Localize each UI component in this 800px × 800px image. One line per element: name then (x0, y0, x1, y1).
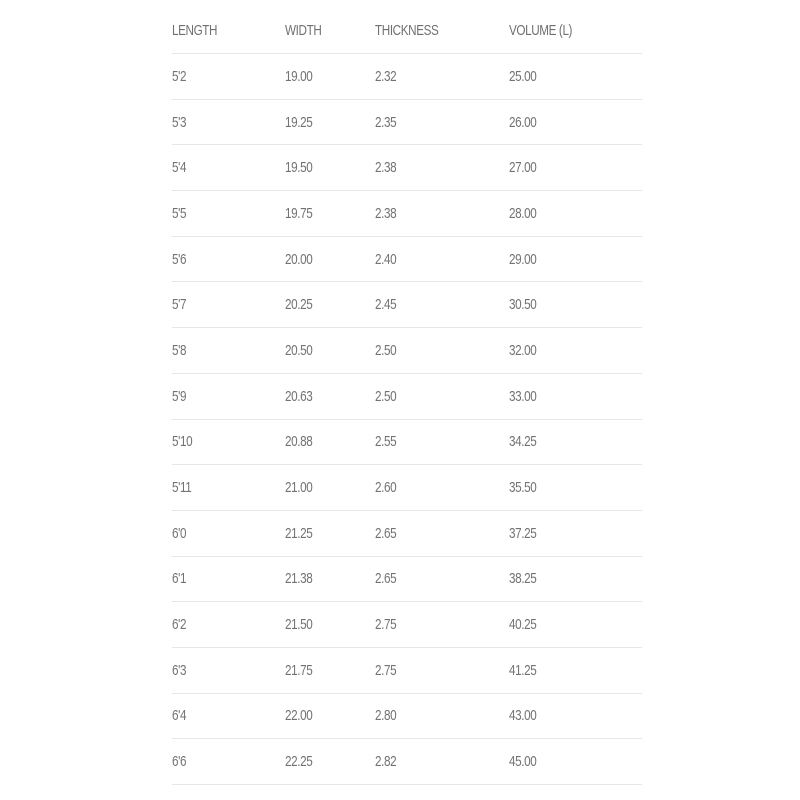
length-cell: 6'0 (172, 510, 285, 556)
thickness-cell: 2.38 (375, 191, 509, 237)
length-cell: 5'8 (172, 328, 285, 374)
table-row (172, 419, 642, 465)
length-cell: 6'4 (172, 693, 285, 739)
table-row (172, 282, 642, 328)
thickness-cell: 2.82 (375, 739, 509, 785)
thickness-cell: 2.60 (375, 465, 509, 511)
volume-cell: 26.00 (509, 99, 642, 145)
length-cell: 5'7 (172, 282, 285, 328)
thickness-cell: 2.65 (375, 510, 509, 556)
width-cell: 21.25 (285, 510, 375, 556)
thickness-cell: 2.65 (375, 556, 509, 602)
length-cell: 6'1 (172, 556, 285, 602)
table-row (172, 465, 642, 511)
thickness-cell: 2.75 (375, 647, 509, 693)
table-header (172, 8, 642, 54)
board-size-table (172, 8, 642, 785)
width-cell: 20.25 (285, 282, 375, 328)
width-cell: 19.00 (285, 54, 375, 100)
volume-cell: 27.00 (509, 145, 642, 191)
header-length: LENGTH (172, 8, 285, 54)
length-cell: 5'5 (172, 191, 285, 237)
volume-cell: 43.00 (509, 693, 642, 739)
thickness-cell: 2.75 (375, 602, 509, 648)
width-cell: 19.50 (285, 145, 375, 191)
table-row (172, 373, 642, 419)
width-cell: 20.00 (285, 236, 375, 282)
width-cell: 21.38 (285, 556, 375, 602)
header-row (172, 8, 642, 54)
table-row (172, 191, 642, 237)
width-cell: 19.25 (285, 99, 375, 145)
table-row (172, 510, 642, 556)
width-cell: 20.50 (285, 328, 375, 374)
length-cell: 5'9 (172, 373, 285, 419)
length-cell: 5'10 (172, 419, 285, 465)
table-row (172, 556, 642, 602)
length-cell: 6'3 (172, 647, 285, 693)
volume-cell: 29.00 (509, 236, 642, 282)
table-body (172, 54, 642, 785)
width-cell: 19.75 (285, 191, 375, 237)
width-cell: 20.63 (285, 373, 375, 419)
volume-cell: 25.00 (509, 54, 642, 100)
width-cell: 22.25 (285, 739, 375, 785)
length-cell: 5'2 (172, 54, 285, 100)
header-volume: VOLUME (L) (509, 8, 642, 54)
table-row (172, 236, 642, 282)
thickness-cell: 2.80 (375, 693, 509, 739)
length-cell: 6'2 (172, 602, 285, 648)
table-row (172, 328, 642, 374)
thickness-cell: 2.38 (375, 145, 509, 191)
length-cell: 5'11 (172, 465, 285, 511)
table-row (172, 145, 642, 191)
table-row (172, 647, 642, 693)
volume-cell: 32.00 (509, 328, 642, 374)
volume-cell: 40.25 (509, 602, 642, 648)
length-cell: 6'6 (172, 739, 285, 785)
width-cell: 20.88 (285, 419, 375, 465)
length-cell: 5'6 (172, 236, 285, 282)
length-cell: 5'4 (172, 145, 285, 191)
width-cell: 21.75 (285, 647, 375, 693)
volume-cell: 35.50 (509, 465, 642, 511)
header-thickness: THICKNESS (375, 8, 509, 54)
thickness-cell: 2.50 (375, 373, 509, 419)
volume-cell: 33.00 (509, 373, 642, 419)
volume-cell: 41.25 (509, 647, 642, 693)
table-row (172, 739, 642, 785)
width-cell: 21.50 (285, 602, 375, 648)
header-width: WIDTH (285, 8, 375, 54)
length-cell: 5'3 (172, 99, 285, 145)
thickness-cell: 2.55 (375, 419, 509, 465)
volume-cell: 45.00 (509, 739, 642, 785)
volume-cell: 38.25 (509, 556, 642, 602)
thickness-cell: 2.40 (375, 236, 509, 282)
volume-cell: 28.00 (509, 191, 642, 237)
thickness-cell: 2.35 (375, 99, 509, 145)
table-row (172, 99, 642, 145)
width-cell: 22.00 (285, 693, 375, 739)
volume-cell: 37.25 (509, 510, 642, 556)
volume-cell: 34.25 (509, 419, 642, 465)
thickness-cell: 2.50 (375, 328, 509, 374)
table-row (172, 54, 642, 100)
table-row (172, 693, 642, 739)
thickness-cell: 2.32 (375, 54, 509, 100)
volume-cell: 30.50 (509, 282, 642, 328)
width-cell: 21.00 (285, 465, 375, 511)
thickness-cell: 2.45 (375, 282, 509, 328)
table-row (172, 602, 642, 648)
